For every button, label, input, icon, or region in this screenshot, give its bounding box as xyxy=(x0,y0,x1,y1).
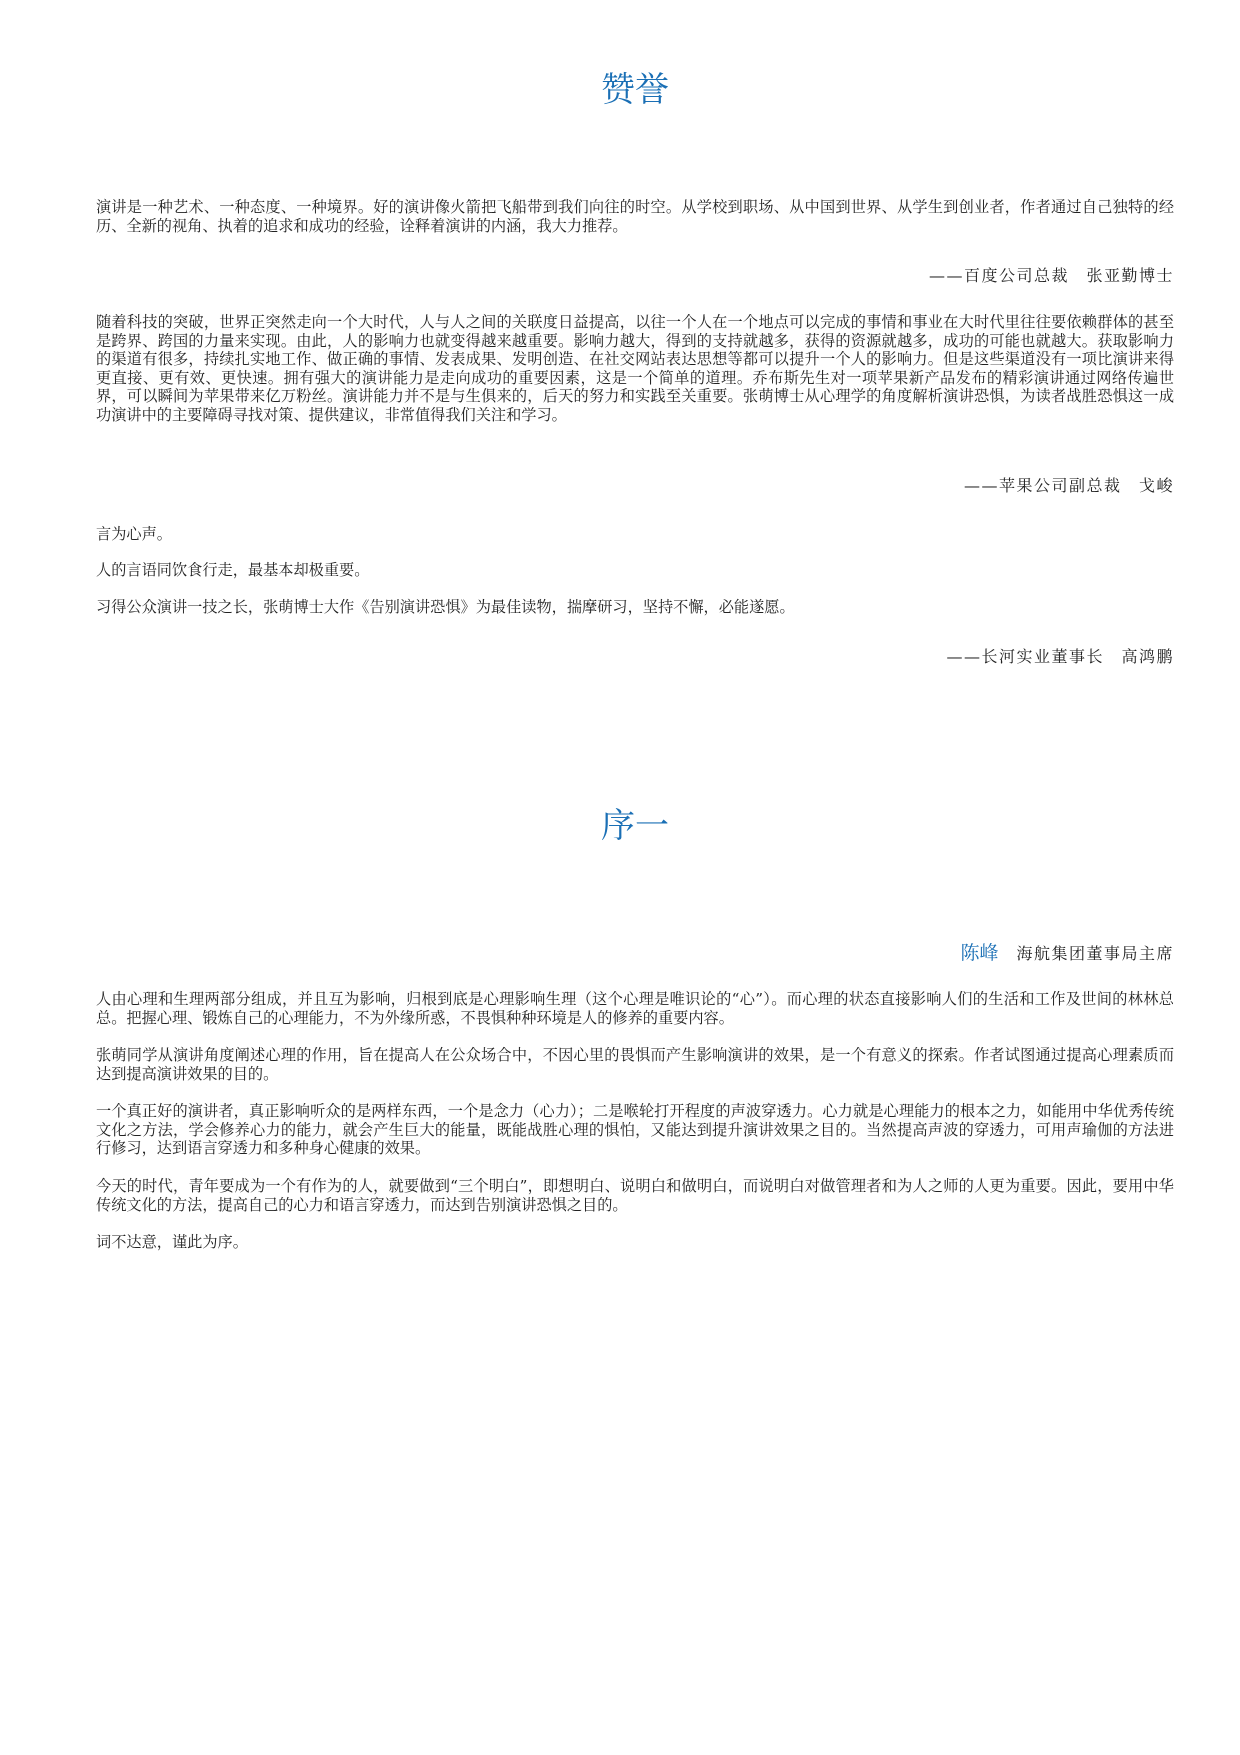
praise-title: 赞誉 xyxy=(601,70,669,110)
preface-paragraph-4: 今天的时代，青年要成为一个有作为的人，就要做到“三个明白”，即想明白、说明白和做明白，而说明白对做管理者和为人之师的人更为重要。因此，要用中华传统文化的方法，提高自己的心力和语言穿透力，而达到告别演讲恐惧之目的。 xyxy=(96,1177,1174,1214)
praise-attribution-changhe: ——长河实业董事长 高鸿鹏 xyxy=(946,647,1174,666)
praise-paragraph-changhe-3: 习得公众演讲一技之长，张萌博士大作《告别演讲恐惧》为最佳读物，揣摩研习，坚持不懈，必能遂愿。 xyxy=(96,598,795,616)
document-page xyxy=(96,0,1174,1755)
preface-paragraph-1: 人由心理和生理两部分组成，并且互为影响，归根到底是心理影响生理（这个心理是唯识论的“心”）。而心理的状态直接影响人们的生活和工作及世间的林林总总。把握心理、锻炼自己的心理能力，不为外缘所惑，不畏惧种种环境是人的修养的重要内容。 xyxy=(96,990,1174,1027)
preface-author-name: 陈峰 xyxy=(960,942,999,964)
preface-title: 序一 xyxy=(601,806,669,846)
praise-paragraph-baidu: 演讲是一种艺术、一种态度、一种境界。好的演讲像火箭把飞船带到我们向往的时空。从学校到职场、从中国到世界、从学生到创业者，作者通过自己独特的经历、全新的视角、执着的追求和成功的经验，诠释着演讲的内涵，我大力推荐。 xyxy=(96,198,1174,235)
preface-author-title: 海航集团董事局主席 xyxy=(1016,944,1174,963)
praise-paragraph-apple: 随着科技的突破，世界正突然走向一个大时代，人与人之间的关联度日益提高，以往一个人在一个地点可以完成的事情和事业在大时代里往往要依赖群体的甚至是跨界、跨国的力量来实现。由此，人的影响力也就变得越来越重要。影响力越大，得到的支持就越多，获得的资源就越多，成功的可能也就越大。获取影响力的渠道有很多，持续扎实地工作、做正确的事情、发表成果、发明创造、在社交网站表达思想等都可以提升一个人的影响力。但是这些渠道没有一项比演讲来得更直接、更有效、更快速。拥有强大的演讲能力是走向成功的重要因素，这是一个简单的道理。乔布斯先生对一项苹果新产品发布的精彩演讲通过网络传遍世界，可以瞬间为苹果带来亿万粉丝。演讲能力并不是与生俱来的，后天的努力和实践至关重要。张萌博士从心理学的角度解析演讲恐惧，为读者战胜恐惧这一成功演讲中的主要障碍寻找对策、提供建议，非常值得我们关注和学习。 xyxy=(96,313,1174,424)
praise-attribution-apple: ——苹果公司副总裁 戈峻 xyxy=(963,476,1174,495)
preface-paragraph-2: 张萌同学从演讲角度阐述心理的作用，旨在提高人在公众场合中，不因心里的畏惧而产生影响演讲的效果，是一个有意义的探索。作者试图通过提高心理素质而达到提高演讲效果的目的。 xyxy=(96,1046,1174,1083)
preface-paragraph-5: 词不达意，谨此为序。 xyxy=(96,1233,248,1251)
praise-paragraph-changhe-2: 人的言语同饮食行走，最基本却极重要。 xyxy=(96,561,370,579)
preface-paragraph-3: 一个真正好的演讲者，真正影响听众的是两样东西，一个是念力（心力）；二是喉轮打开程度的声波穿透力。心力就是心理能力的根本之力，如能用中华优秀传统文化之方法，学会修养心力的能力，就会产生巨大的能量，既能战胜心理的惧怕，又能达到提升演讲效果之目的。当然提高声波的穿透力，可用声瑜伽的方法进行修习，达到语言穿透力和多种身心健康的效果。 xyxy=(96,1102,1174,1157)
praise-paragraph-changhe-1: 言为心声。 xyxy=(96,525,172,543)
praise-attribution-baidu: ——百度公司总裁 张亚勤博士 xyxy=(928,266,1174,285)
preface-author-line xyxy=(96,941,1174,966)
